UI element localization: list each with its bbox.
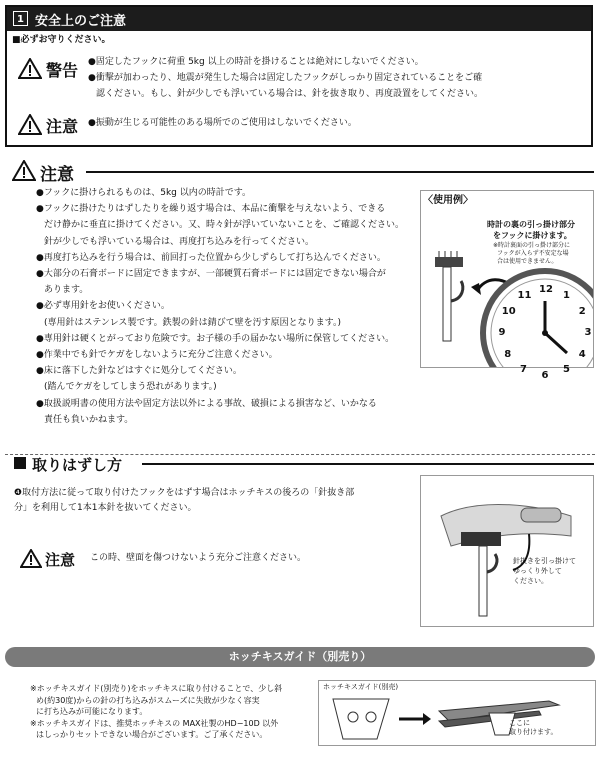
caution2-line: ●再度打ち込みを行う場合は、前回打った位置から少しずらして打ち込んでください。 [36,252,386,263]
clock-number: 9 [498,327,506,338]
clock-number: 1 [563,289,570,301]
clock-number: 5 [563,364,570,376]
must-follow-text: ■必ずお守りください。 [12,35,111,45]
caution-label: 注意 [46,117,79,136]
caution2-line: ●必ず専用針をお使いください。 [36,301,170,312]
removal-step-line-2: 分」を利用して1本1本針を抜いてください。 [14,503,197,513]
example-title: 〈使用例〉 [423,195,473,206]
warning-triangle-icon [18,58,42,79]
guide-figure [318,680,596,746]
guide-figure-caption-2: 取り付けます。 [509,728,558,736]
guide-line: ※ホッチキスガイド(別売り)をホッチキスに取り付けることで、少し斜 [30,684,283,693]
warning-line-1: ●固定したフックに荷重 5kg 以上の時計を掛けることは絶対にしないでください。 [88,57,424,67]
removal-step-line-1: ❹取付方法に従って取り付けたフックをはずす場合はホッチキスの後ろの「針抜き部 [14,488,355,498]
guide-line: ※ホッチキスガイドは、推奨ホッチキスの MAX社製のHD−10D 以外 [30,718,279,728]
caution-line: ●振動が生じる可能性のある場所でのご使用はしないでください。 [88,118,357,128]
divider [86,171,594,173]
guide-line: はしっかりセットできない場合がございます。ご了承ください。 [36,730,268,739]
caution2-line: ●大部分の石膏ボードに固定できますが、一部硬質石膏ボードには固定できない場合が [36,269,386,279]
section-title: 安全上のご注意 [35,14,127,29]
divider [142,463,594,465]
caution2-line: ●フックに掛けたりはずしたりを繰り返す場合は、本品に衝撃を与えないよう、できる [36,204,386,215]
example-small-1: ※時計裏面の引っ掛け部分に [493,242,571,249]
caution2-line: (専用針はステンレス製です。鉄製の針は錆びて壁を汚す原因となります。) [44,317,341,328]
usage-example-figure [420,190,594,381]
guide-figure-caption-1: ここに [509,719,530,727]
caution2-line: ●取扱説明書の使用方法や固定方法以外による事故、破損による損害など、いかなる [36,398,377,409]
caution2-line: ●フックに掛けられるものは、5kg 以内の時計です。 [36,188,252,198]
photo-caption-2: ゆっくり外して [513,567,562,575]
clock-number: 12 [539,284,553,295]
clock-number: 4 [578,348,586,360]
caution-triangle-icon [12,160,36,181]
example-note-line-1: 時計の裏の引っ掛け部分 [487,220,575,229]
caution2-label: 注意 [40,165,74,185]
clock-number: 3 [584,327,592,338]
hook-teeth [435,257,463,267]
caution2-line: 針が少しでも浮いている場合は、再度打ち込みを行ってください。 [44,236,315,247]
caution2-line: (踏んでケガをしてしまう恐れがあります。) [44,382,217,393]
clock-number: 6 [541,370,549,381]
stapler-removal-illustration [421,476,593,626]
warning-label: 警告 [46,61,79,80]
caution-triangle-icon [18,114,42,135]
hook-teeth [461,532,501,546]
caution2-line: あります。 [44,285,89,296]
photo-caption-3: ください。 [513,577,548,585]
clock-number: 10 [501,305,516,317]
caution2-line: ●専用針は硬くとがっており危険です。お子様の手の届かない場所に保管してください。 [36,333,395,344]
guide-figure-label: ホッチキスガイド(別売) [323,683,399,691]
guide-title-bar: ホッチキスガイド（別売り） [5,647,595,667]
clock-number: 2 [578,305,586,317]
removal-title: 取りはずし方 [32,456,123,474]
caution2-line: 責任も負いかねます。 [44,414,134,425]
clock-number: 11 [517,289,532,301]
example-small-2: フックが入らず不安定な場 [497,250,569,257]
removal-photo [420,475,594,627]
section-number: 1 [13,11,28,26]
caution2-line: ●床に落下した針などはすぐに処分してください。 [36,366,242,377]
clock-number: 7 [520,364,527,376]
removal-caution-text: この時、壁面を傷つけないよう充分ご注意ください。 [90,553,307,563]
guide-line: に打ち込みが可能になります。 [36,707,148,716]
clock-number: 8 [504,348,512,360]
guide-line: め(約30度)からの針の打ち込みがスムーズに失敗が少なく容実 [36,695,260,705]
caution2-line: ●作業中でも針でケガをしないように充分ご注意ください。 [36,350,278,360]
example-small-3: 合は使用できません。 [497,258,558,265]
example-note-line-2: をフックに掛けます。 [493,231,572,240]
section-header [7,7,591,31]
photo-caption-1: 針抜きを引っ掛けて [513,557,576,565]
warning-line-3: 認ください。もし、針が少しでも浮いている場合は、針を抜き取り、再度設置をしてください。 [96,89,484,99]
removal-caution-label: 注意 [45,551,76,569]
caution2-line: だけ静かに垂直に掛けてください。又、時々針が浮いていないことを、ご確認ください。 [44,220,405,231]
warning-line-2: ●衝撃が加わったり、地震が発生した場合は固定したフックがしっかり固定されていることをご確 [88,73,483,83]
caution-triangle-icon [20,549,42,568]
hook-and-clock-illustration [421,191,593,367]
square-bullet-icon [14,457,26,469]
